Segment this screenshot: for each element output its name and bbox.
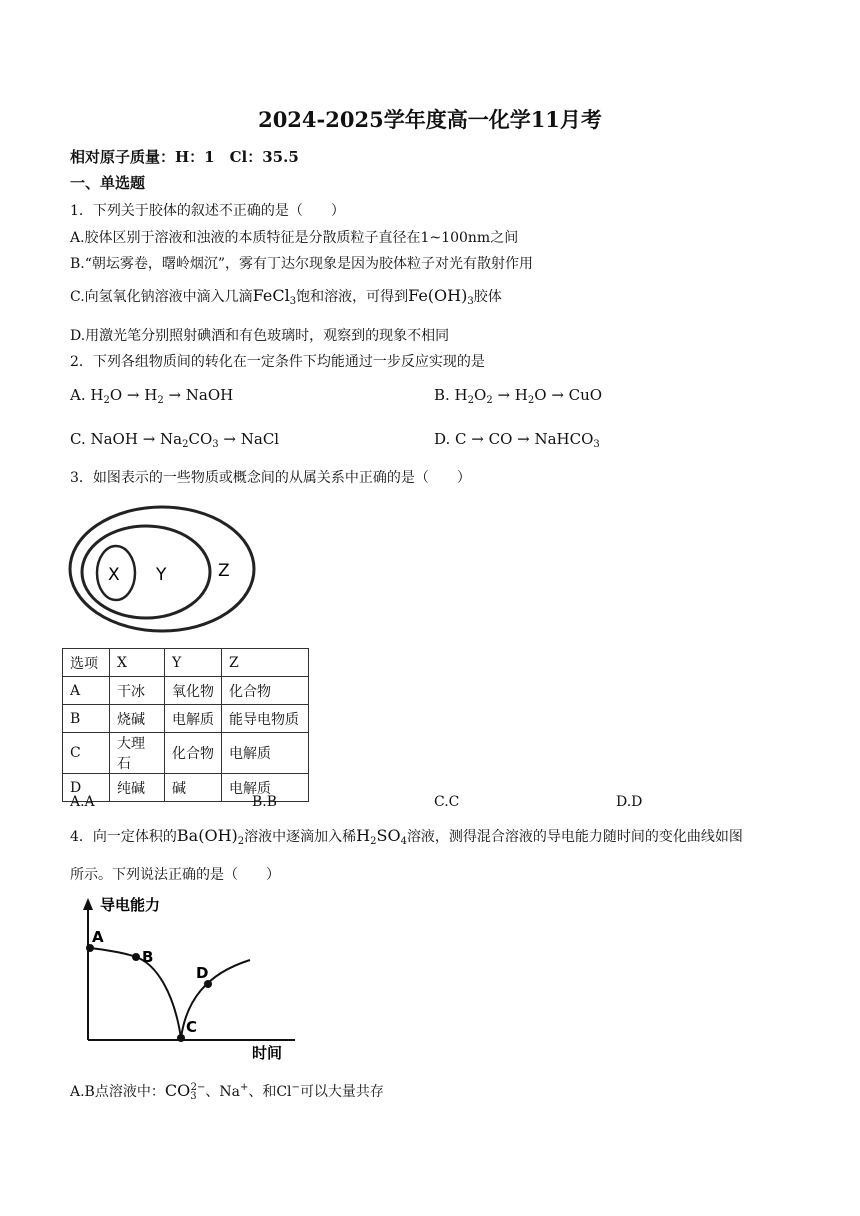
table-cell: D	[63, 774, 110, 802]
point-c-label: C	[186, 1018, 198, 1036]
q4-stem-line2: 所示。下列说法正确的是（ ）	[70, 867, 280, 883]
table-cell: 纯碱	[110, 774, 165, 802]
label-z: Z	[218, 561, 230, 581]
table-header-cell: Z	[222, 649, 309, 677]
point-d-label: D	[196, 964, 209, 982]
table-header-cell: X	[110, 649, 165, 677]
venn-diagram	[62, 500, 272, 640]
q2-option-b: B. $H_2O_2 \to H_2O$ → CuO	[434, 386, 603, 406]
table-cell: 化合物	[222, 677, 309, 705]
curve-falling	[90, 948, 181, 1038]
point-b-label: B	[142, 948, 154, 966]
q4-option-a: A.B点溶液中：$CO_3^{2-}$、Na+、和Cl−可以大量共存	[70, 1081, 384, 1102]
q3-answer-b: B.B	[252, 794, 278, 810]
page-title: 2024-2025学年度高一化学11月考	[258, 107, 602, 132]
table-cell: B	[63, 705, 110, 733]
label-x: X	[108, 565, 120, 585]
table-row	[63, 677, 309, 705]
q3-answer-c: C.C	[434, 794, 460, 810]
q3-answer-a: A.A	[70, 794, 95, 810]
q3-stem: 3．如图表示的一些物质或概念间的从属关系中正确的是（ ）	[70, 470, 471, 486]
conductivity-graph	[70, 892, 310, 1062]
atomic-mass-note: 相对原子质量：H：1 Cl：35.5	[70, 148, 299, 166]
table-cell: 电解质	[165, 705, 222, 733]
table-cell: 烧碱	[110, 705, 165, 733]
q2-option-a: A. $H_2O \to H_2$ → NaOH	[70, 386, 234, 406]
table-cell: 能导电物质	[222, 705, 309, 733]
table-cell: 干冰	[110, 677, 165, 705]
y-axis-arrow	[83, 898, 93, 910]
q2-option-d: D. C → CO → NaHCO$_3$	[434, 430, 600, 450]
q2-stem: 2．下列各组物质间的转化在一定条件下均能通过一步反应实现的是	[70, 354, 485, 370]
ellipse-y	[82, 526, 210, 618]
table-header-cell: Y	[165, 649, 222, 677]
table-row	[63, 733, 309, 774]
point-b	[132, 953, 140, 961]
table-cell: C	[63, 733, 110, 774]
q2-option-c: C. NaOH → $Na_2CO_3$ → NaCl	[70, 430, 280, 450]
q1-option-b: B.“朝坛雾卷，曙岭烟沉”，雾有丁达尔现象是因为胶体粒子对光有散射作用	[70, 256, 534, 272]
table-cell: 大理石	[110, 733, 165, 774]
table-cell: 氧化物	[165, 677, 222, 705]
point-c	[177, 1034, 185, 1042]
x-axis-label: 时间	[252, 1044, 283, 1062]
table-cell: 电解质	[222, 774, 309, 802]
q3-options-table	[62, 648, 309, 802]
table-cell: 化合物	[165, 733, 222, 774]
y-axis-label: 导电能力	[100, 896, 161, 914]
table-cell: 电解质	[222, 733, 309, 774]
q1-stem: 1．下列关于胶体的叙述不正确的是（ ）	[70, 203, 345, 219]
table-cell: 碱	[165, 774, 222, 802]
q4-stem-line1: 4．向一定体积的$Ba(OH)_2$溶液中逐滴加入稀$H_2SO_4$溶液，测得混合溶液的导电能力随时间的变化曲线如图	[70, 826, 743, 847]
section-heading: 一、单选题	[70, 174, 146, 192]
label-y: Y	[156, 565, 167, 585]
table-row	[63, 705, 309, 733]
q1-option-d: D.用激光笔分别照射碘酒和有色玻璃时，观察到的现象不相同	[70, 328, 450, 344]
point-a-label: A	[92, 928, 104, 946]
q1-option-a: A.胶体区别于溶液和浊液的本质特征是分散质粒子直径在1~100nm之间	[70, 230, 519, 246]
q3-answer-d: D.D	[616, 794, 643, 810]
q1-option-c: C.向氢氧化钠溶液中滴入几滴FeCl$_3$饱和溶液，可得到$Fe(OH)_3$胶体	[70, 286, 502, 307]
table-cell: A	[63, 677, 110, 705]
table-header-cell: 选项	[63, 649, 110, 677]
table-header-row	[63, 649, 309, 677]
